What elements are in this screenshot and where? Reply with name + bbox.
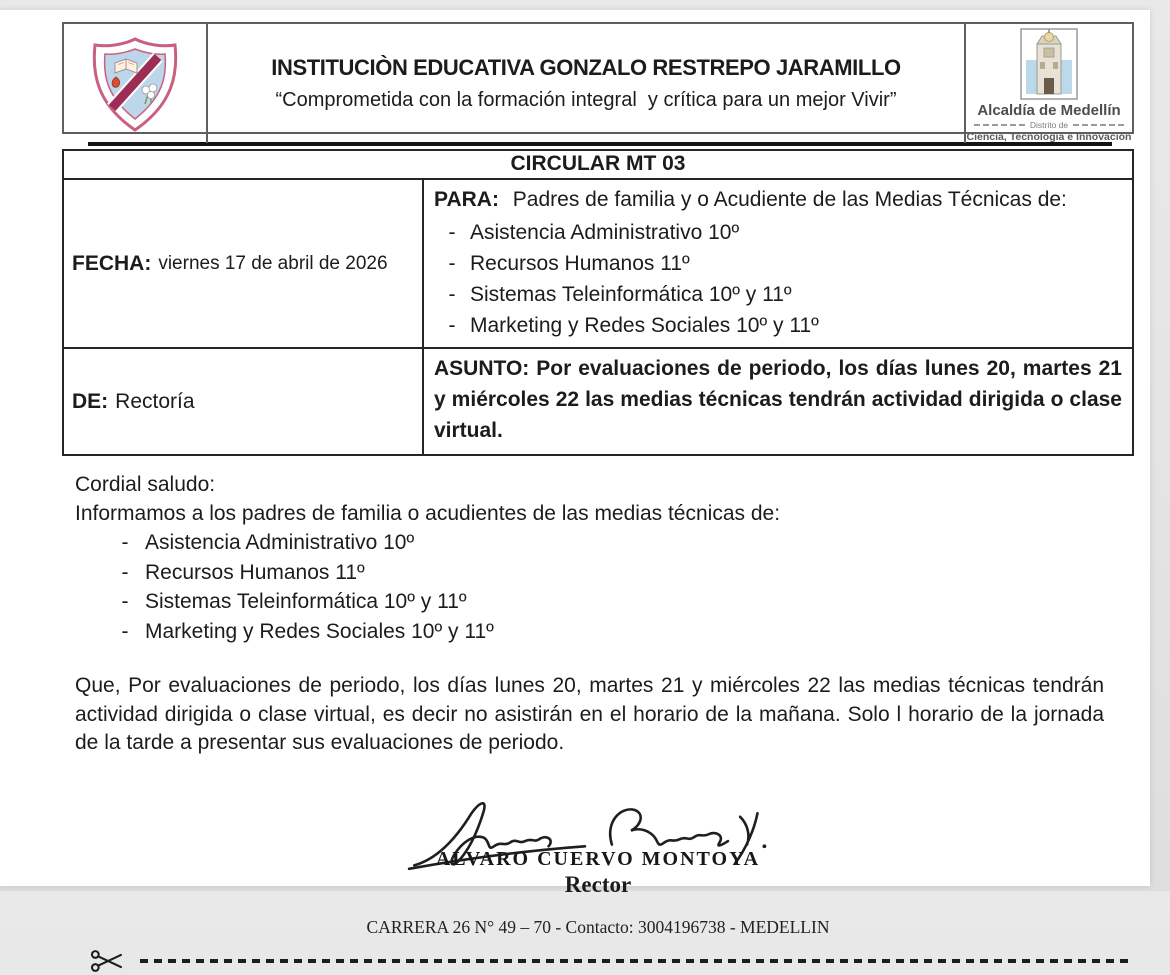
district-rule-right [1073, 124, 1124, 126]
fecha-value: viernes 17 de abril de 2026 [158, 252, 388, 274]
para-label: PARA: [434, 188, 499, 211]
list-item [105, 528, 1104, 558]
intro-line: Informamos a los padres de familia o acudientes de las medias técnicas de: [75, 502, 781, 525]
fecha-label: FECHA: [72, 251, 152, 275]
para-list [434, 217, 1124, 341]
list-item [105, 587, 1104, 617]
de-value: Rectoría [115, 389, 195, 413]
list-item-text: Sistemas Teleinformática 10º y 11º [470, 283, 792, 306]
asunto-value: Por evaluaciones de periodo, los días lunes 20, martes 21 y miércoles 22 las medias técnicas tendrán actividad dirigida o clase virtual. [434, 357, 1122, 442]
circular-title: CIRCULAR MT 03 [64, 151, 1132, 180]
body-text [75, 470, 1104, 646]
list-item-text: Asistencia Administrativo 10º [145, 531, 415, 554]
body-list [75, 528, 1104, 646]
greeting-line: Cordial saludo: [75, 473, 216, 496]
institution-motto: “Comprometida con la formación integral y crítica para un mejor Vivir” [275, 89, 897, 111]
para-line [434, 185, 1124, 215]
circular-table [62, 149, 1134, 456]
de-label: DE: [72, 389, 109, 413]
signature-block [62, 796, 1134, 898]
para-cell [422, 180, 1132, 347]
institution-header [208, 24, 966, 143]
list-item [434, 217, 1124, 248]
list-item [105, 617, 1104, 647]
list-item-text: Sistemas Teleinformática 10º y 11º [145, 590, 467, 613]
bullet-dash: - [121, 590, 129, 613]
alcaldia-tower-icon [1020, 28, 1078, 100]
alcaldia-name: Alcaldía de Medellín [977, 102, 1121, 119]
district-subtitle: Ciencia, Tecnología e Innovación [966, 131, 1132, 143]
school-crest-icon [85, 34, 185, 134]
district-label: Distrito de [1029, 120, 1069, 130]
bullet-dash: - [448, 314, 456, 337]
bullet-dash: - [121, 560, 129, 584]
district-row [974, 120, 1124, 130]
bullet-dash: - [121, 619, 129, 643]
district-rule-left [974, 124, 1025, 126]
fecha-para-row [64, 180, 1132, 349]
de-cell [64, 349, 422, 454]
para-value: Padres de familia y o Acudiente de las Medias Técnicas de: [512, 188, 1067, 211]
list-item [434, 248, 1124, 279]
signer-role: Rector [564, 871, 632, 897]
de-asunto-row [64, 349, 1132, 454]
alcaldia-logo [966, 24, 1132, 143]
list-item [434, 310, 1124, 341]
header [62, 22, 1134, 143]
asunto-cell [422, 349, 1132, 454]
bullet-dash: - [448, 252, 456, 275]
list-item-text: Marketing y Redes Sociales 10º y 11º [470, 314, 819, 337]
list-item-text: Marketing y Redes Sociales 10º y 11º [145, 619, 494, 643]
bullet-dash: - [448, 221, 456, 244]
list-item-text: Asistencia Administrativo 10º [470, 221, 740, 244]
scissors-icon [90, 947, 124, 975]
bullet-dash: - [121, 531, 129, 554]
signer-name: ALVARO CUERVO MONTOYA [435, 847, 761, 870]
crest-cell [64, 24, 208, 143]
asunto-label: ASUNTO: [434, 357, 530, 380]
list-item [105, 558, 1104, 588]
main-paragraph: Que, Por evaluaciones de periodo, los días lunes 20, martes 21 y miércoles 22 las medias técnicas tendrán actividad dirigida o clase virtual, es decir no asistirán en el horario de la mañana. Solo l horario de la jornada de la tarde a presentar sus evaluaciones de periodo. [75, 674, 1104, 754]
footer-address: CARRERA 26 N° 49 – 70 - Contacto: 3004196738 - MEDELLIN [366, 916, 830, 937]
institution-title: INSTITUCIÒN EDUCATIVA GONZALO RESTREPO JARAMILLO [271, 55, 901, 80]
list-item-text: Recursos Humanos 11º [470, 252, 690, 275]
list-item [434, 279, 1124, 310]
cut-line-row [90, 947, 1130, 975]
document-page [0, 10, 1150, 937]
bullet-dash: - [448, 283, 456, 306]
fecha-cell [64, 180, 422, 347]
dashed-cut-line [140, 959, 1130, 963]
list-item-text: Recursos Humanos 11º [145, 560, 365, 584]
